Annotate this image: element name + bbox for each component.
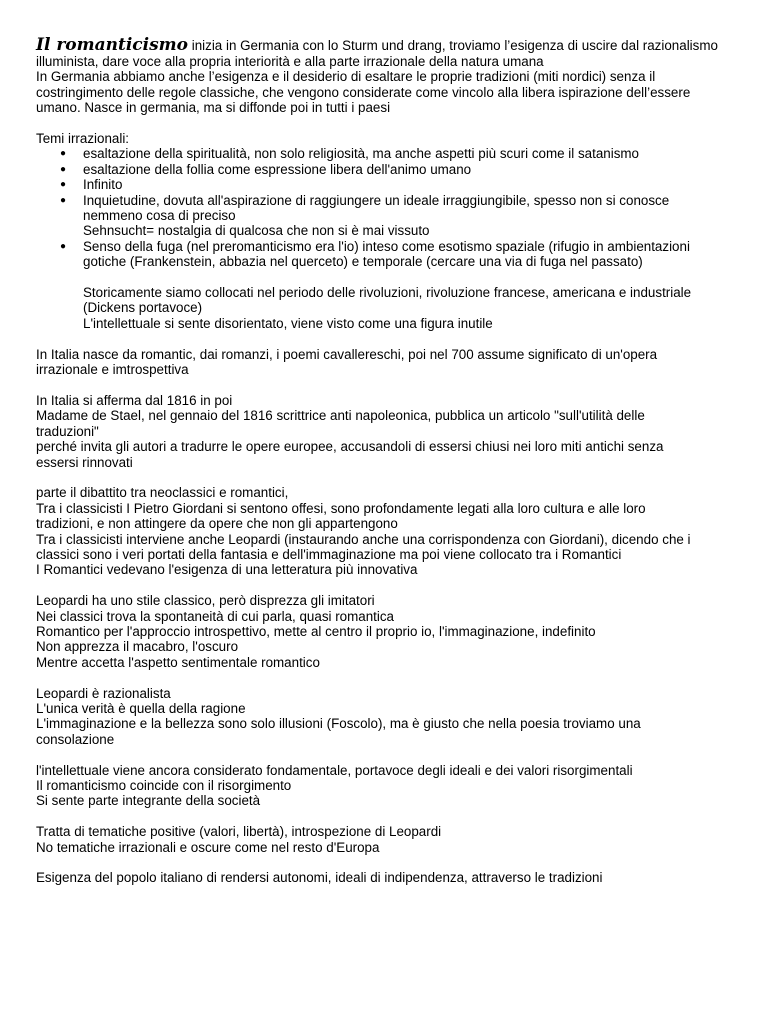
paragraph xyxy=(36,347,730,378)
text-line: tradizioni, e non attingere da opere che non gli appartengono xyxy=(36,516,398,532)
text-line: Il romanticismo coincide con il risorgimento xyxy=(36,777,292,793)
text-line: In Germania abbiamo anche l’esigenza e il desiderio di esaltare le proprie tradizioni (miti nordici) senza il xyxy=(36,69,656,85)
text-line: L'intellettuale si sente disorientato, viene visto come una figura inutile xyxy=(83,315,493,331)
list-item xyxy=(83,162,730,177)
text-line: (Dickens portavoce) xyxy=(83,300,203,316)
paragraph xyxy=(36,393,730,470)
text-line: ● esaltazione della spiritualità, non solo religiosità, ma anche aspetti più scuri come il satanismo xyxy=(83,146,639,162)
paragraph xyxy=(36,485,730,577)
temi-context-paragraph xyxy=(36,285,730,331)
text-line: Leopardi ha uno stile classico, però disprezza gli imitatori xyxy=(36,593,375,609)
text-line: essersi rinnovati xyxy=(36,454,133,470)
text-line: ● Senso della fuga (nel preromanticismo era l'io) inteso come esotismo spaziale (rifugio in ambientazioni xyxy=(83,238,690,254)
text-line: l'intellettuale viene ancora considerato fondamentale, portavoce degli ideali e dei valori risorgimentali xyxy=(36,762,633,778)
document-title: Il romanticismo xyxy=(36,35,189,55)
list-item xyxy=(83,177,730,192)
paragraph xyxy=(36,763,730,809)
text-line: Romantico per l'approccio introspettivo, mette al centro il proprio io, l'immaginazione, indefinito xyxy=(36,623,596,639)
body-paragraphs xyxy=(36,331,730,886)
paragraph xyxy=(36,593,730,670)
intro-paragraph xyxy=(36,54,730,116)
text-line: Storicamente siamo collocati nel periodo delle rivoluzioni, rivoluzione francese, americana e industriale xyxy=(83,285,692,301)
text-line: Mentre accetta l'aspetto sentimentale romantico xyxy=(36,654,320,670)
text-line: classici sono i veri portati della fantasia e dell'immaginazione ma poi viene collocato tra i Romantici xyxy=(36,546,622,562)
text-line: No tematiche irrazionali e oscure come nel resto d'Europa xyxy=(36,839,380,855)
text-line: Leopardi è razionalista xyxy=(36,685,171,701)
paragraph xyxy=(36,870,730,885)
list-item xyxy=(83,239,730,270)
intro-first-line xyxy=(36,37,730,54)
text-line: perché invita gli autori a tradurre le opere europee, accusandoli di essersi chiusi nei loro miti antichi senza xyxy=(36,439,664,455)
text-line: gotiche (Frankenstein, abbazia nel querceto) e temporale (cercare una via di fuga nel passato) xyxy=(83,254,643,270)
text-line: L'immaginazione e la bellezza sono solo illusioni (Foscolo), ma è giusto che nella poesia troviamo una xyxy=(36,716,641,732)
text-line: ● Infinito xyxy=(83,177,123,193)
text-line: In Italia si afferma dal 1816 in poi xyxy=(36,392,233,408)
text-line: consolazione xyxy=(36,731,115,747)
text-line: Sehnsucht= nostalgia di qualcosa che non si è mai vissuto xyxy=(83,223,430,239)
paragraph xyxy=(36,824,730,855)
text-line: parte il dibattito tra neoclassici e romantici, xyxy=(36,485,289,501)
text-line: Tra i classicisti I Pietro Giordani si sentono offesi, sono profondamente legati alla loro cultura e alle loro xyxy=(36,500,646,516)
temi-list xyxy=(36,146,730,269)
text-line: ● Inquietudine, dovuta all'aspirazione di raggiungere un ideale irraggiungibile, spesso non si conosce xyxy=(83,192,670,208)
text-line: L'unica verità è quella della ragione xyxy=(36,700,246,716)
text-line: costringimento delle regole classiche, che vengono considerate come vincolo alla libera ispirazione dell’essere xyxy=(36,84,691,100)
text-line: irrazionale e imtrospettiva xyxy=(36,362,189,378)
temi-heading: Temi irrazionali: xyxy=(36,131,130,147)
list-item xyxy=(83,146,730,161)
paragraph xyxy=(36,686,730,748)
text-line: I Romantici vedevano l'esigenza di una letteratura più innovativa xyxy=(36,562,418,578)
text-line: Tra i classicisti interviene anche Leopardi (instaurando anche una corrispondenza con Giordani), dicendo che i xyxy=(36,531,691,547)
text-line: ● esaltazione della follia come espressione libera dell'animo umano xyxy=(83,161,472,177)
list-item xyxy=(83,193,730,239)
text-line: Non apprezza il macabro, l'oscuro xyxy=(36,639,239,655)
text-line: Madame de Stael, nel gennaio del 1816 scrittrice anti napoleonica, pubblica un articolo "sull'utilità delle xyxy=(36,408,645,424)
intro-line-rest: inizia in Germania con lo Sturm und drang, troviamo l’esigenza di uscire dal razionalismo xyxy=(188,38,718,53)
text-line: illuminista, dare voce alla propria interiorità e alla parte irrazionale della natura umana xyxy=(36,54,544,69)
text-line: In Italia nasce da romantic, dai romanzi, i poemi cavallereschi, poi nel 700 assume significato di un'opera xyxy=(36,346,658,362)
text-line: umano. Nasce in germania, ma si diffonde poi in tutti i paesi xyxy=(36,100,391,116)
text-line: traduzioni" xyxy=(36,423,99,439)
text-line: Tratta di tematiche positive (valori, libertà), introspezione di Leopardi xyxy=(36,824,442,840)
text-line: Si sente parte integrante della società xyxy=(36,793,261,809)
text-line: nemmeno cosa di preciso xyxy=(83,208,236,224)
text-line: Esigenza del popolo italiano di rendersi autonomi, ideali di indipendenza, attraverso le tradizioni xyxy=(36,870,603,886)
text-line: Nei classici trova la spontaneità di cui parla, quasi romantica xyxy=(36,608,395,624)
